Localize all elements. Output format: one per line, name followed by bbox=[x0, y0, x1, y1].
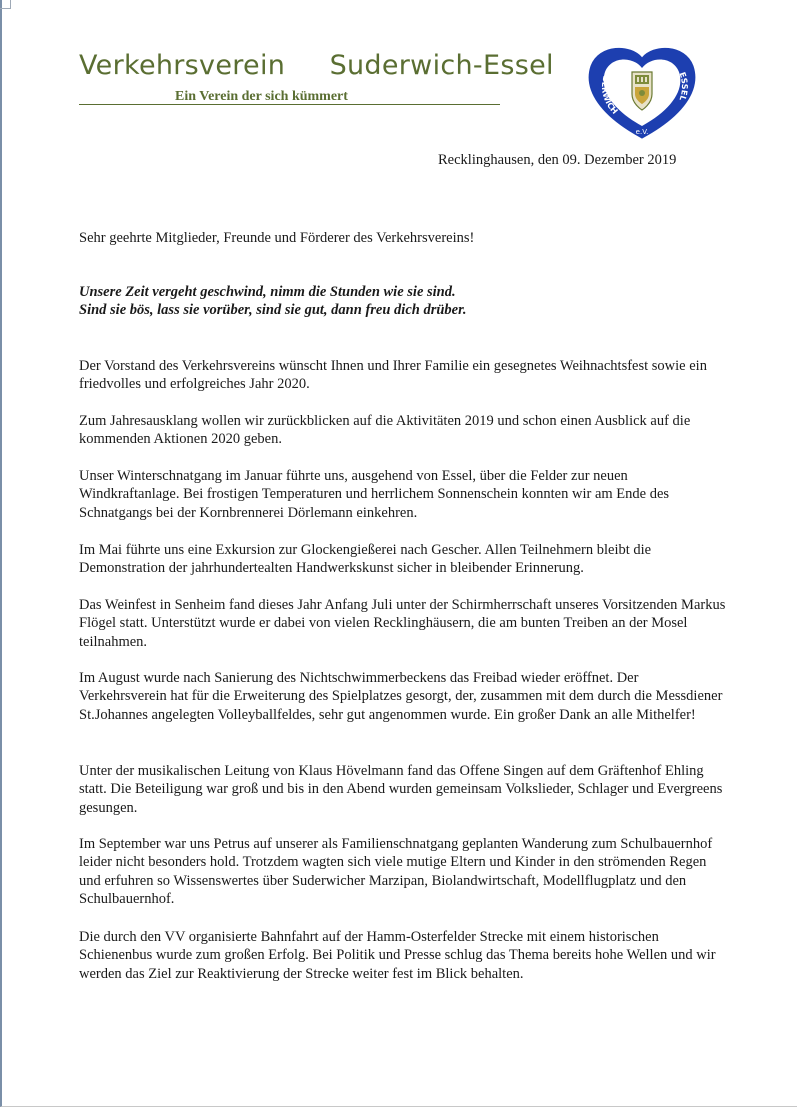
org-tagline: Ein Verein der sich kümmert bbox=[175, 89, 348, 104]
letter-paragraph: Der Vorstand des Verkehrsvereins wünscht Ihnen und Ihrer Familie ein gesegnetes Weihnachtsfest sowie ein friedvolles und erfolgreiches Jahr 2020. bbox=[79, 358, 707, 393]
letter-paragraph: Unter der musikalischen Leitung von Klaus Hövelmann fand das Offene Singen auf dem Gräftenhof Ehling statt. Die Beteiligung war groß und bis in den Abend wurden gemeinsam Volkslieder, Schlager und Evergreens gesungen. bbox=[79, 763, 723, 816]
logo-text-left: SUDERWICH bbox=[599, 63, 620, 116]
page-corner-marker bbox=[0, 0, 11, 9]
letter-paragraph: Im Mai führte uns eine Exkursion zur Glockengießerei nach Gescher. Allen Teilnehmern bleibt die Demonstration der jahrhundertealten Handwerkskunst sicher in bleibender Erinnerung. bbox=[79, 542, 652, 577]
letter-paragraph: Unser Winterschnatgang im Januar führte uns, ausgehend von Essel, über die Felder zur neuen Windkraftanlage. Bei frostigen Temperaturen und herrlichem Sonnenschein konnten wir am Ende des Schnatgangs bei der Kornbrennerei Dörlemann einkehren. bbox=[79, 468, 670, 521]
logo-text-right: ESSEL bbox=[677, 70, 689, 102]
letter-paragraph: Das Weinfest in Senheim fand dieses Jahr Anfang Juli unter der Schirmherrschaft unseres Vorsitzenden Markus Flögel statt. Unterstützt wurde er dabei von vielen Recklinghäusern, die am bunten Treiben an der Mosel teilnahmen. bbox=[79, 597, 726, 650]
letter-date: Recklinghausen, den 09. Dezember 2019 bbox=[438, 152, 677, 168]
letter-paragraph: Die durch den VV organisierte Bahnfahrt auf der Hamm-Osterfelder Strecke mit einem historischen Schienenbus wurde zum großen Erfolg. Bei Politik und Presse schlug das Thema bereits hohe Wellen und wir werden das Ziel zur Reaktivierung der Strecke weiter fest im Blick behalten. bbox=[79, 929, 716, 982]
club-logo-graphic bbox=[583, 42, 701, 140]
letter-paragraph: Zum Jahresausklang wollen wir zurückblicken auf die Aktivitäten 2019 und schon einen Ausblick auf die kommenden Aktionen 2020 geben. bbox=[79, 413, 691, 448]
letter-paragraph: Im August wurde nach Sanierung des Nichtschwimmerbeckens das Freibad wieder eröffnet. Der Verkehrsverein hat für die Erweiterung des Spielplatzes gesorgt, der, zusammen mit dem durch die Messdiener St.Johannes angelegten Volleyballfeldes, sehr gut angenommen wurde. Ein großer Dank an alle Mithelfer! bbox=[79, 670, 723, 723]
header-divider bbox=[79, 104, 500, 105]
org-name: Verkehrsverein Suderwich-Essel bbox=[79, 50, 554, 81]
poem-line: Unsere Zeit vergeht geschwind, nimm die Stunden wie sie sind. bbox=[79, 284, 456, 300]
poem-line: Sind sie bös, lass sie vorüber, sind sie gut, dann freu dich drüber. bbox=[79, 302, 467, 319]
club-logo bbox=[583, 42, 701, 140]
letter-paragraph: Im September war uns Petrus auf unserer als Familienschnatgang geplanten Wanderung zum Schulbauernhof leider nicht besonders hold. Trotzdem wagten sich viele mutige Eltern und Kinder in den strömenden Regen und erfuhren so Wissenswertes über Suderwicher Marzipan, Biolandwirtschaft, Modellflugplatz und den Schulbauernhof. bbox=[79, 836, 713, 907]
letter-poem bbox=[79, 283, 729, 320]
logo-text-bottom: e.V. bbox=[635, 128, 649, 136]
letter-salutation: Sehr geehrte Mitglieder, Freunde und Förderer des Verkehrsvereins! bbox=[79, 230, 475, 246]
